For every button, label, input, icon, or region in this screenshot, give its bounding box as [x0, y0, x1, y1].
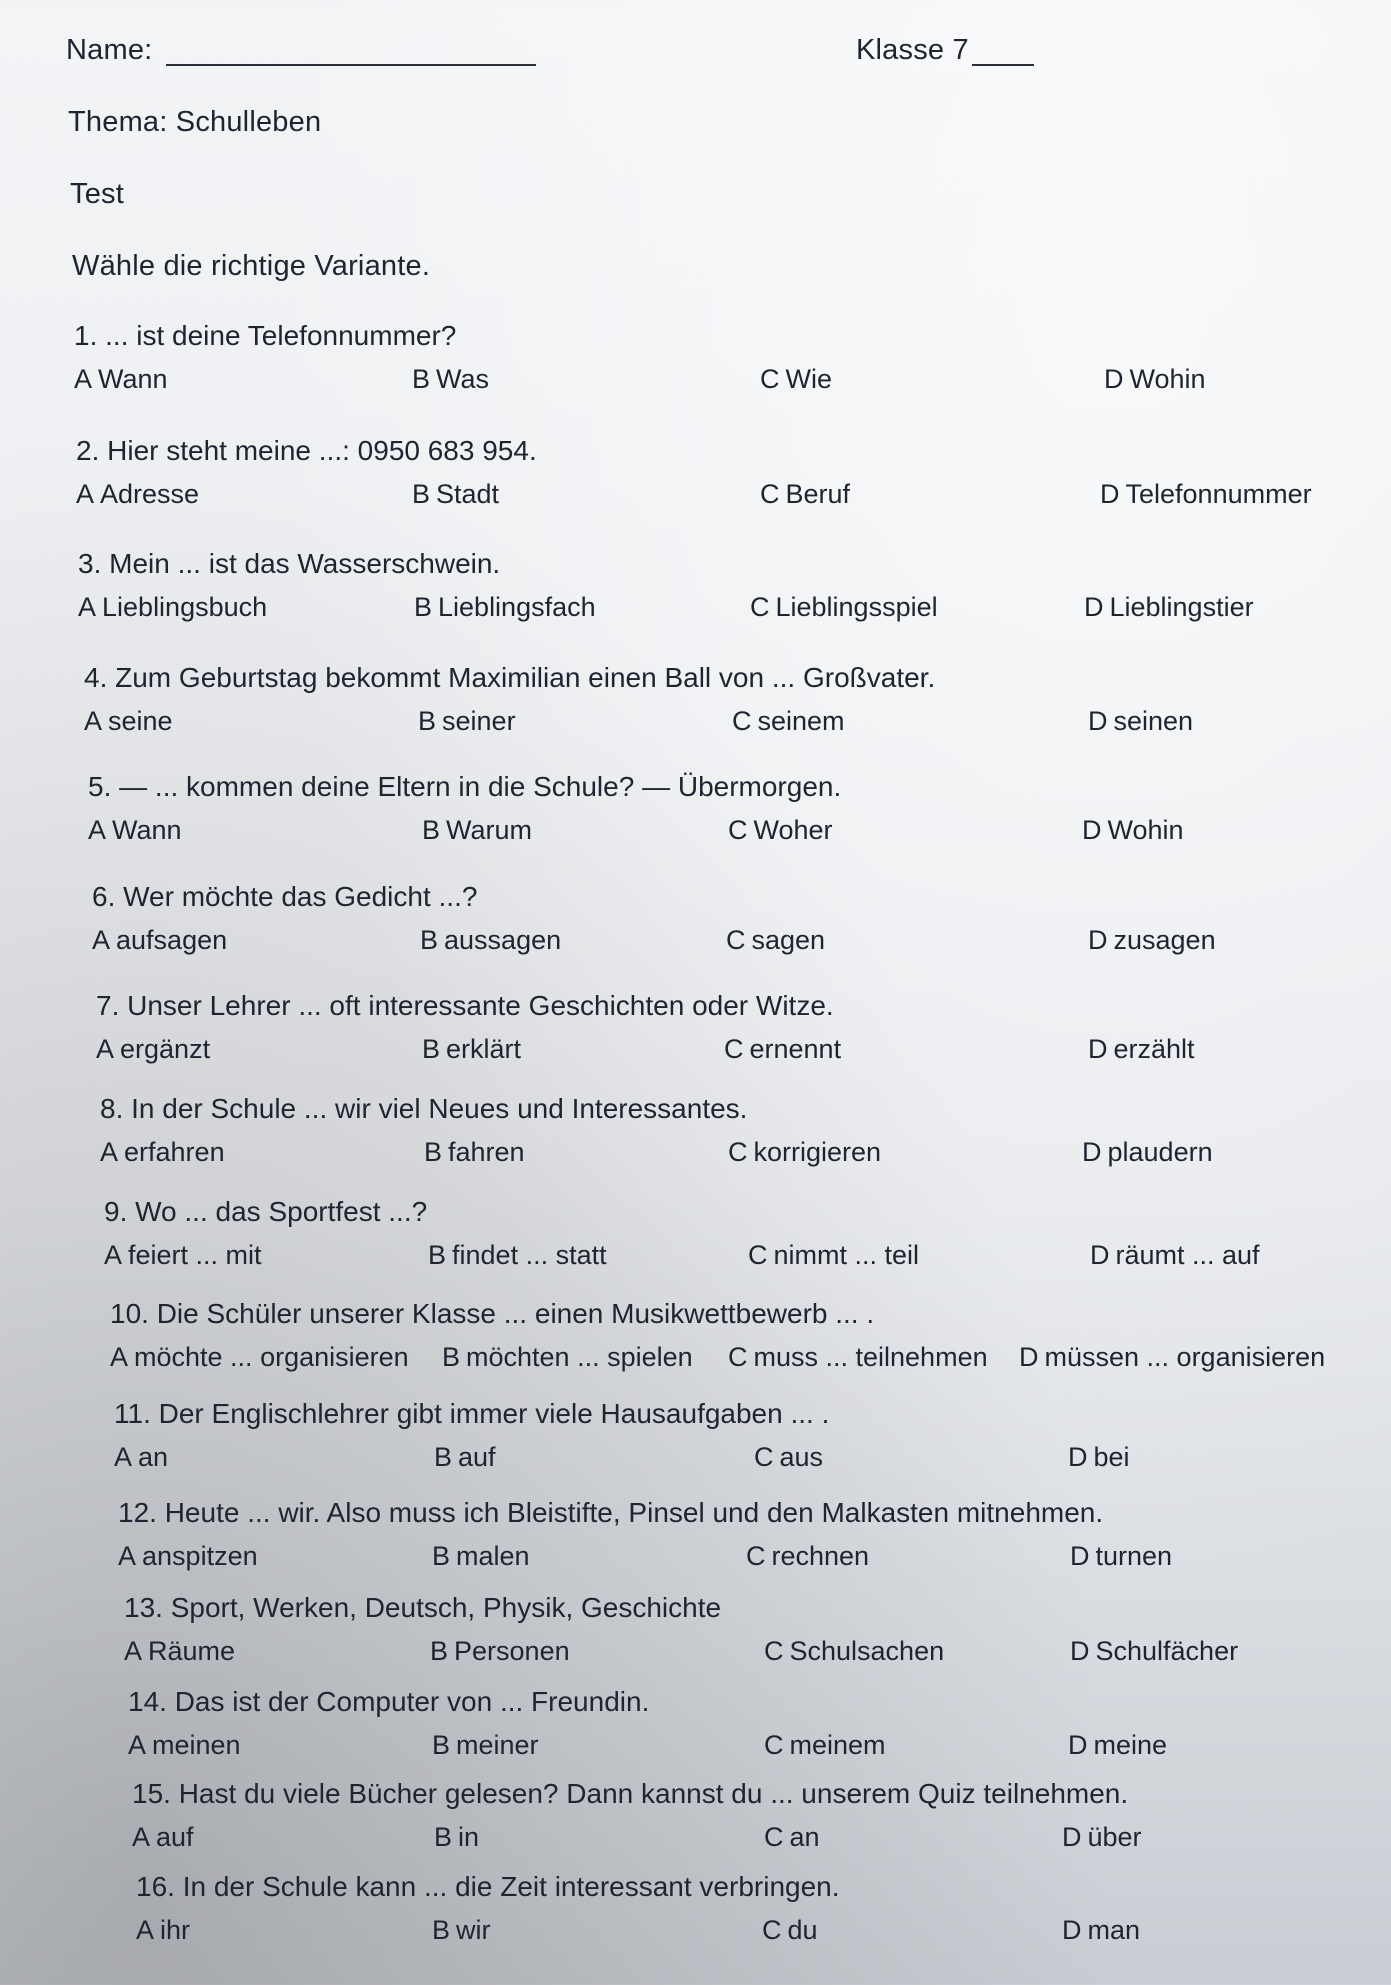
option-text: Schulsachen — [789, 1636, 945, 1666]
instruction-line: Wähle die richtige Variante. — [72, 250, 431, 282]
option-text: du — [787, 1915, 818, 1945]
option-text: Wie — [785, 364, 832, 394]
option-letter: D — [1100, 479, 1120, 509]
option-letter: C — [748, 1240, 768, 1270]
option-b[interactable] — [424, 1137, 525, 1168]
option-a[interactable] — [78, 592, 267, 623]
option-b[interactable] — [442, 1342, 693, 1373]
option-a[interactable] — [132, 1822, 194, 1853]
topic-line: Thema: Schulleben — [68, 106, 322, 138]
option-text: auf — [458, 1442, 496, 1472]
option-letter: A — [92, 925, 111, 955]
question-text: 2. Hier steht meine ...: 0950 683 954. — [76, 435, 537, 466]
option-text: aus — [779, 1442, 824, 1472]
option-letter: A — [88, 815, 107, 845]
option-letter: A — [132, 1822, 151, 1852]
question-text: 1. ... ist deine Telefonnummer? — [74, 320, 457, 351]
class-label: Klasse 7 — [856, 34, 969, 66]
option-letter: D — [1084, 592, 1104, 622]
option-letter: D — [1088, 925, 1108, 955]
question-text: 9. Wo ... das Sportfest ...? — [104, 1196, 428, 1227]
option-a[interactable] — [114, 1442, 168, 1473]
answer-options — [110, 1342, 1391, 1378]
option-d[interactable] — [1062, 1915, 1140, 1946]
option-letter: D — [1019, 1342, 1039, 1372]
question-text: 15. Hast du viele Bücher gelesen? Dann kannst du ... unserem Quiz teilnehmen. — [132, 1778, 1129, 1809]
option-b[interactable] — [432, 1730, 539, 1761]
option-text: Lieblingstier — [1109, 592, 1254, 622]
option-text: Stadt — [436, 479, 500, 509]
option-text: Wann — [98, 364, 168, 394]
option-text: an — [138, 1442, 169, 1472]
question-text: 11. Der Englischlehrer gibt immer viele Hausaufgaben ... . — [114, 1398, 830, 1429]
option-text: möchten ... spielen — [466, 1342, 693, 1372]
question-8 — [100, 1093, 1390, 1173]
option-a[interactable] — [74, 364, 168, 395]
option-d[interactable] — [1090, 1240, 1260, 1271]
option-letter: C — [760, 364, 780, 394]
option-letter: C — [764, 1636, 784, 1666]
answer-options — [104, 1240, 1391, 1276]
option-c[interactable] — [764, 1822, 820, 1853]
option-text: feiert ... mit — [128, 1240, 262, 1270]
option-text: müssen ... organisieren — [1044, 1342, 1326, 1372]
option-a[interactable] — [110, 1342, 409, 1373]
option-letter: D — [1088, 706, 1108, 736]
option-text: plaudern — [1107, 1137, 1213, 1167]
answer-options — [124, 1636, 1391, 1672]
option-text: rechnen — [771, 1541, 870, 1571]
option-text: malen — [456, 1541, 530, 1571]
class-blank-line — [972, 64, 1034, 66]
option-letter: A — [136, 1915, 155, 1945]
option-text: auf — [156, 1822, 194, 1852]
option-letter: D — [1082, 1137, 1102, 1167]
option-d[interactable] — [1082, 815, 1184, 846]
option-a[interactable] — [92, 925, 227, 956]
option-letter: C — [746, 1541, 766, 1571]
option-letter: B — [414, 592, 433, 622]
answer-options — [74, 364, 1364, 400]
question-5 — [88, 771, 1378, 851]
option-text: seinen — [1113, 706, 1194, 736]
answer-options — [78, 592, 1368, 628]
option-d[interactable] — [1104, 364, 1206, 395]
option-d[interactable] — [1088, 706, 1193, 737]
option-letter: A — [76, 479, 95, 509]
option-letter: C — [754, 1442, 774, 1472]
option-text: nimmt ... teil — [773, 1240, 920, 1270]
option-d[interactable] — [1100, 479, 1312, 510]
option-b[interactable] — [430, 1636, 570, 1667]
question-1 — [74, 320, 1364, 400]
answer-options — [114, 1442, 1391, 1478]
option-text: Telefonnummer — [1125, 479, 1312, 509]
answer-options — [100, 1137, 1390, 1173]
question-7 — [96, 990, 1386, 1070]
option-text: seiner — [442, 706, 516, 736]
option-letter: B — [442, 1342, 461, 1372]
option-text: Adresse — [100, 479, 200, 509]
option-c[interactable] — [746, 1541, 869, 1572]
option-letter: A — [84, 706, 103, 736]
option-text: korrigieren — [753, 1137, 882, 1167]
option-d[interactable] — [1068, 1442, 1130, 1473]
question-text: 13. Sport, Werken, Deutsch, Physik, Geschichte — [124, 1592, 722, 1623]
option-a[interactable] — [100, 1137, 225, 1168]
option-letter: B — [422, 815, 441, 845]
option-letter: A — [96, 1034, 115, 1064]
option-text: Lieblingsfach — [438, 592, 596, 622]
question-3 — [78, 548, 1368, 628]
option-text: an — [789, 1822, 820, 1852]
option-a[interactable] — [84, 706, 173, 737]
option-c[interactable] — [764, 1636, 944, 1667]
question-2 — [76, 435, 1366, 515]
option-a[interactable] — [118, 1541, 258, 1572]
answer-options — [132, 1822, 1391, 1858]
option-text: Wohin — [1129, 364, 1206, 394]
option-b[interactable] — [428, 1240, 607, 1271]
option-d[interactable] — [1068, 1730, 1167, 1761]
question-text: 6. Wer möchte das Gedicht ...? — [92, 881, 478, 912]
option-letter: B — [432, 1730, 451, 1760]
question-16 — [136, 1871, 1391, 1951]
option-text: aufsagen — [116, 925, 228, 955]
question-text: 12. Heute ... wir. Also muss ich Bleistifte, Pinsel und den Malkasten mitnehmen. — [118, 1497, 1104, 1528]
option-text: ihr — [160, 1915, 191, 1945]
option-letter: D — [1082, 815, 1102, 845]
question-9 — [104, 1196, 1391, 1276]
option-text: sagen — [751, 925, 826, 955]
answer-options — [128, 1730, 1391, 1766]
answer-options — [92, 925, 1382, 961]
question-text: 5. — ... kommen deine Eltern in die Schule? — Übermorgen. — [88, 771, 842, 802]
option-text: in — [458, 1822, 480, 1852]
option-text: erzählt — [1113, 1034, 1195, 1064]
option-text: man — [1087, 1915, 1141, 1945]
test-heading: Test — [70, 178, 124, 210]
question-text: 8. In der Schule ... wir viel Neues und Interessantes. — [100, 1093, 748, 1124]
option-letter: C — [764, 1822, 784, 1852]
option-letter: C — [728, 815, 748, 845]
option-text: seinem — [757, 706, 845, 736]
option-c[interactable] — [748, 1240, 919, 1271]
option-letter: A — [118, 1541, 137, 1571]
option-d[interactable] — [1082, 1137, 1213, 1168]
option-letter: D — [1062, 1822, 1082, 1852]
option-text: Personen — [454, 1636, 570, 1666]
option-c[interactable] — [750, 592, 938, 623]
option-letter: C — [724, 1034, 744, 1064]
answer-options — [88, 815, 1378, 851]
option-letter: D — [1070, 1541, 1090, 1571]
question-11 — [114, 1398, 1391, 1478]
option-c[interactable] — [726, 925, 825, 956]
question-14 — [128, 1686, 1391, 1766]
option-d[interactable] — [1070, 1541, 1172, 1572]
option-c[interactable] — [728, 1137, 881, 1168]
option-letter: B — [432, 1541, 451, 1571]
option-letter: D — [1104, 364, 1124, 394]
option-c[interactable] — [764, 1730, 886, 1761]
option-letter: A — [128, 1730, 147, 1760]
option-a[interactable] — [136, 1915, 190, 1946]
option-letter: B — [412, 364, 431, 394]
question-text: 4. Zum Geburtstag bekommt Maximilian einen Ball von ... Großvater. — [84, 662, 936, 693]
answer-options — [96, 1034, 1386, 1070]
option-letter: A — [100, 1137, 119, 1167]
option-letter: C — [760, 479, 780, 509]
option-c[interactable] — [728, 815, 833, 846]
option-d[interactable] — [1084, 592, 1254, 623]
question-text: 10. Die Schüler unserer Klasse ... einen Musikwettbewerb ... . — [110, 1298, 875, 1329]
option-b[interactable] — [412, 479, 499, 510]
option-letter: D — [1070, 1636, 1090, 1666]
option-b[interactable] — [412, 364, 489, 395]
option-letter: C — [726, 925, 746, 955]
option-text: Beruf — [785, 479, 851, 509]
option-d[interactable] — [1088, 925, 1216, 956]
option-d[interactable] — [1019, 1342, 1325, 1373]
option-b[interactable] — [422, 1034, 521, 1065]
option-text: Woher — [753, 815, 833, 845]
answer-options — [118, 1541, 1391, 1577]
option-letter: C — [732, 706, 752, 736]
option-text: erklärt — [446, 1034, 522, 1064]
option-text: turnen — [1095, 1541, 1173, 1571]
option-text: ernennt — [749, 1034, 842, 1064]
option-letter: D — [1062, 1915, 1082, 1945]
option-letter: A — [74, 364, 93, 394]
option-text: Schulfächer — [1095, 1636, 1239, 1666]
option-d[interactable] — [1088, 1034, 1195, 1065]
question-4 — [84, 662, 1374, 742]
option-letter: A — [114, 1442, 133, 1472]
question-text: 16. In der Schule kann ... die Zeit interessant verbringen. — [136, 1871, 840, 1902]
option-b[interactable] — [432, 1541, 530, 1572]
option-text: Wohin — [1107, 815, 1184, 845]
option-text: wir — [456, 1915, 491, 1945]
option-text: meinem — [789, 1730, 886, 1760]
option-a[interactable] — [76, 479, 199, 510]
option-text: fahren — [448, 1137, 525, 1167]
option-text: Wann — [112, 815, 182, 845]
option-text: meine — [1093, 1730, 1168, 1760]
option-d[interactable] — [1062, 1822, 1142, 1853]
option-letter: B — [432, 1915, 451, 1945]
option-text: über — [1087, 1822, 1142, 1852]
option-letter: A — [124, 1636, 143, 1666]
option-b[interactable] — [434, 1822, 479, 1853]
option-c[interactable] — [754, 1442, 823, 1473]
option-c[interactable] — [724, 1034, 841, 1065]
question-text: 7. Unser Lehrer ... oft interessante Geschichten oder Witze. — [96, 990, 834, 1021]
option-letter: C — [728, 1342, 748, 1372]
option-letter: B — [420, 925, 439, 955]
option-letter: D — [1088, 1034, 1108, 1064]
option-letter: B — [434, 1822, 453, 1852]
option-letter: A — [110, 1342, 129, 1372]
option-c[interactable] — [728, 1342, 988, 1373]
option-b[interactable] — [420, 925, 561, 956]
option-text: ergänzt — [120, 1034, 211, 1064]
option-b[interactable] — [418, 706, 516, 737]
option-letter: C — [762, 1915, 782, 1945]
option-text: meinen — [152, 1730, 241, 1760]
option-c[interactable] — [732, 706, 845, 737]
question-12 — [118, 1497, 1391, 1577]
option-c[interactable] — [762, 1915, 818, 1946]
option-text: Räume — [148, 1636, 236, 1666]
option-a[interactable] — [88, 815, 182, 846]
option-text: möchte ... organisieren — [134, 1342, 409, 1372]
option-letter: D — [1090, 1240, 1110, 1270]
option-text: Lieblingsbuch — [102, 592, 268, 622]
option-b[interactable] — [414, 592, 596, 623]
option-a[interactable] — [124, 1636, 235, 1667]
option-letter: C — [764, 1730, 784, 1760]
option-letter: D — [1068, 1442, 1088, 1472]
option-text: Lieblingsspiel — [775, 592, 938, 622]
option-d[interactable] — [1070, 1636, 1238, 1667]
option-text: Warum — [446, 815, 533, 845]
option-text: muss ... teilnehmen — [753, 1342, 988, 1372]
question-text: 3. Mein ... ist das Wasserschwein. — [78, 548, 501, 579]
option-letter: B — [412, 479, 431, 509]
option-b[interactable] — [432, 1915, 491, 1946]
question-text: 14. Das ist der Computer von ... Freundin. — [128, 1686, 650, 1717]
answer-options — [76, 479, 1366, 515]
option-letter: C — [728, 1137, 748, 1167]
option-b[interactable] — [422, 815, 532, 846]
option-letter: A — [104, 1240, 123, 1270]
option-a[interactable] — [128, 1730, 241, 1761]
option-c[interactable] — [760, 364, 832, 395]
question-13 — [124, 1592, 1391, 1672]
option-letter: C — [750, 592, 770, 622]
option-text: Was — [436, 364, 490, 394]
option-text: räumt ... auf — [1115, 1240, 1260, 1270]
option-text: anspitzen — [142, 1541, 258, 1571]
option-text: zusagen — [1113, 925, 1216, 955]
option-a[interactable] — [96, 1034, 210, 1065]
question-10 — [110, 1298, 1391, 1378]
option-text: bei — [1093, 1442, 1130, 1472]
answer-options — [136, 1915, 1391, 1951]
option-letter: D — [1068, 1730, 1088, 1760]
answer-options — [84, 706, 1374, 742]
option-a[interactable] — [104, 1240, 262, 1271]
option-letter: B — [430, 1636, 449, 1666]
option-letter: B — [428, 1240, 447, 1270]
option-letter: B — [434, 1442, 453, 1472]
question-6 — [92, 881, 1382, 961]
option-letter: A — [78, 592, 97, 622]
option-text: seine — [108, 706, 173, 736]
name-row — [66, 34, 1046, 74]
option-letter: B — [424, 1137, 443, 1167]
option-letter: B — [418, 706, 437, 736]
option-text: erfahren — [124, 1137, 225, 1167]
option-c[interactable] — [760, 479, 850, 510]
option-text: meiner — [456, 1730, 539, 1760]
option-letter: B — [422, 1034, 441, 1064]
option-b[interactable] — [434, 1442, 496, 1473]
question-15 — [132, 1778, 1391, 1858]
name-label: Name: — [66, 34, 153, 66]
option-text: findet ... statt — [452, 1240, 607, 1270]
name-blank-line — [166, 64, 536, 66]
option-text: aussagen — [444, 925, 562, 955]
